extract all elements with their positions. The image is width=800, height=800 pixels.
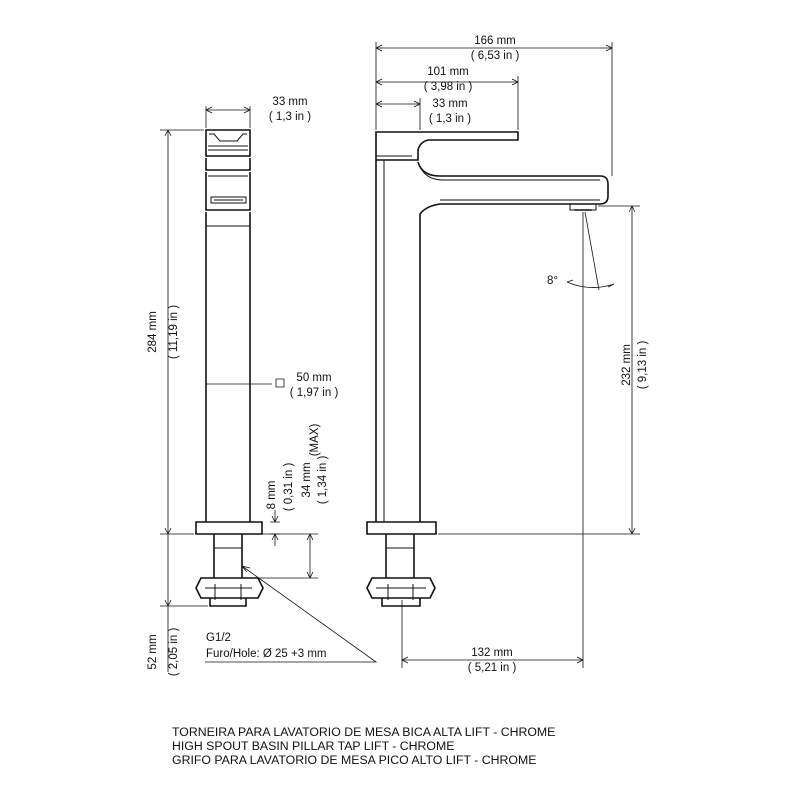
caption-spanish: GRIFO PARA LAVATORIO DE MESA PICO ALTO LIFT - CHROME	[172, 753, 537, 767]
spout-height-mm: 232 mm	[621, 344, 633, 386]
front-width-mm: 33 mm	[432, 98, 468, 110]
side-width-mm: 33 mm	[272, 96, 308, 108]
counter-thickness-in: ( 1,97 in )	[289, 387, 339, 399]
reach-in: ( 5,21 in )	[467, 662, 517, 674]
front-view	[196, 130, 263, 606]
side-width-in: ( 1,3 in )	[268, 111, 312, 123]
spout-height-in: ( 9,13 in )	[637, 340, 649, 390]
handle-length-in: ( 3,98 in )	[423, 81, 473, 93]
total-height-mm: 284 mm	[147, 311, 159, 353]
hole-label: Furo/Hole: Ø 25 +3 mm	[206, 648, 327, 660]
side-view	[367, 132, 608, 606]
max-thickness-mm: 34 mm	[301, 462, 313, 498]
front-width-in: ( 1,3 in )	[428, 113, 472, 125]
gap-in: ( 0,31 in )	[283, 462, 295, 512]
max-thickness-in: ( 1,34 in )	[317, 455, 329, 505]
gap-mm: 8 mm	[266, 480, 278, 510]
total-length-mm: 166 mm	[474, 35, 516, 47]
angle-label: 8°	[547, 275, 558, 287]
below-counter-in: ( 2,05 in )	[168, 627, 180, 677]
caption-portuguese: TORNEIRA PARA LAVATORIO DE MESA BICA ALTA LIFT - CHROME	[172, 725, 556, 739]
reach-mm: 132 mm	[471, 647, 513, 659]
handle-length-mm: 101 mm	[427, 66, 469, 78]
total-length-in: ( 6,53 in )	[470, 50, 520, 62]
caption-english: HIGH SPOUT BASIN PILLAR TAP LIFT - CHROME	[172, 739, 455, 753]
thread-label: G1/2	[206, 632, 231, 644]
total-height-in: ( 11,19 in )	[168, 304, 180, 360]
max-note: (MAX)	[309, 423, 321, 457]
below-counter-mm: 52 mm	[147, 634, 159, 670]
counter-thickness-mm: 50 mm	[296, 372, 332, 384]
